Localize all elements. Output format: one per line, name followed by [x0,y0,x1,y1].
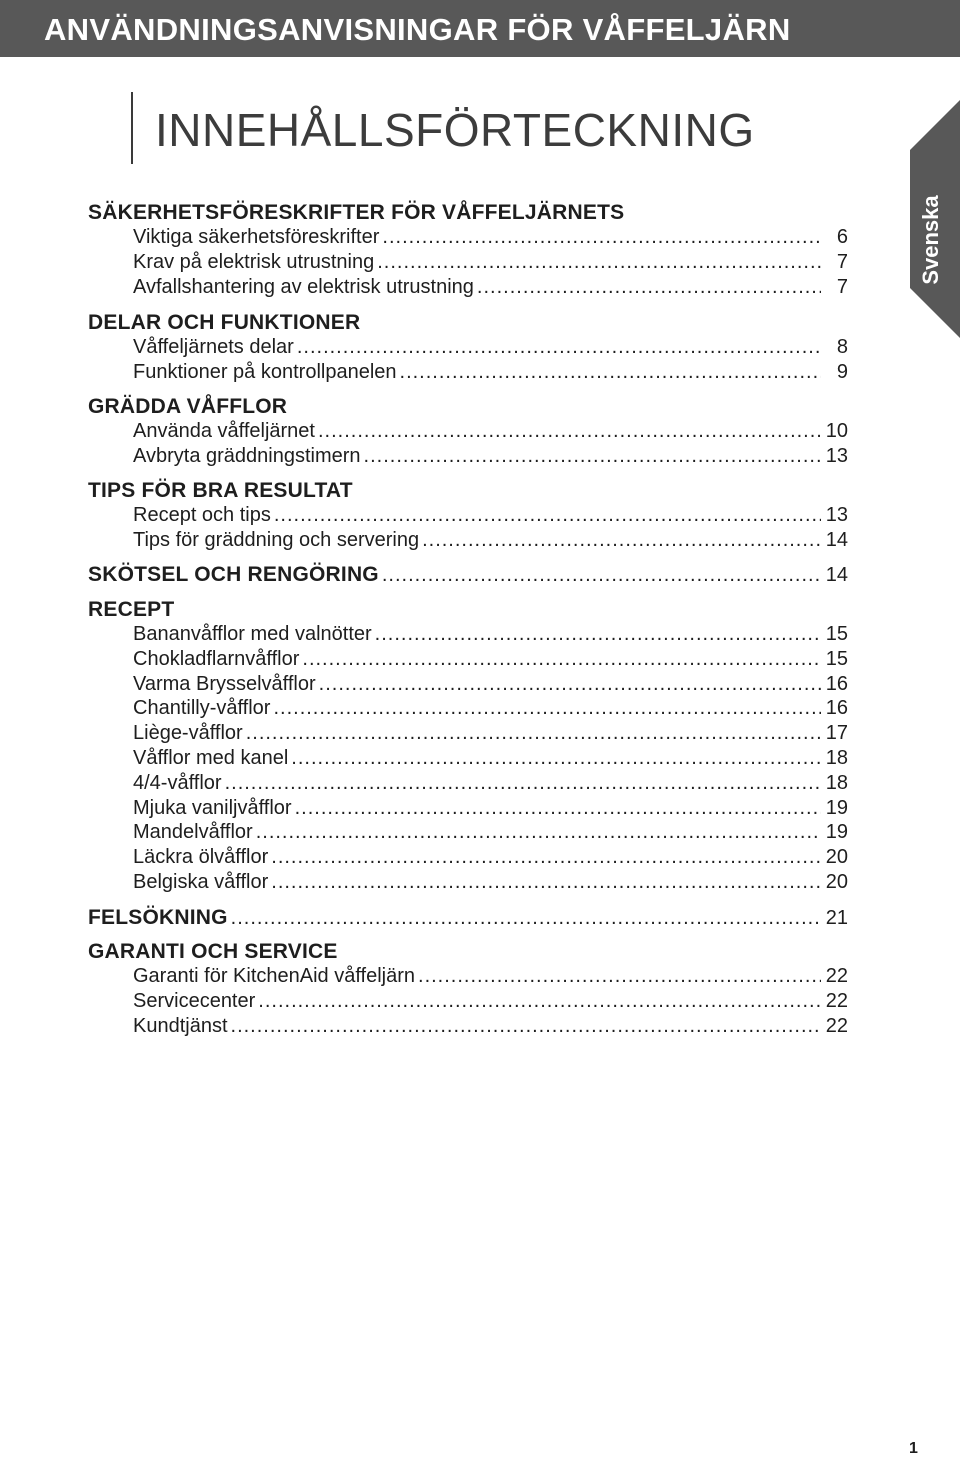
toc-page-number: 20 [825,871,848,893]
dot-leader [477,276,821,299]
toc-entry-label: Varma Brysselvåfflor [133,672,316,695]
toc-section[interactable] [88,598,848,622]
dot-leader [271,846,821,869]
toc-entry-label: Avfallshantering av elektrisk utrustning [133,275,474,298]
dot-leader [400,361,821,384]
toc-entry[interactable] [133,361,848,384]
toc-entry[interactable] [133,871,848,894]
top-banner [0,0,960,57]
toc-page-number: 14 [825,528,848,551]
toc-entry[interactable] [133,965,848,988]
toc-entry[interactable] [133,529,848,552]
dot-leader [382,564,821,587]
dot-leader [377,251,821,274]
toc-page-number: 7 [836,250,848,273]
toc-section[interactable] [88,940,848,964]
dot-leader [231,1015,821,1038]
toc-entry-label: Mandelvåfflor [133,821,253,844]
toc-section[interactable] [88,395,848,419]
toc-section[interactable] [88,479,848,503]
toc-page-number: 14 [825,564,848,586]
toc-entry-label: Bananvåfflor med valnötter [133,623,372,645]
toc-entry[interactable] [133,797,848,820]
toc-entry[interactable] [133,747,848,770]
dot-leader [256,821,821,844]
toc-page-number: 13 [825,504,848,526]
toc-entry-label: Belgiska våfflor [133,871,269,893]
toc-section-title: SÄKERHETSFÖRESKRIFTER FÖR VÅFFELJÄRNETS [88,201,625,224]
toc-page-number: 22 [825,1014,848,1037]
toc-section-title: RECEPT [88,598,175,621]
toc-page-number: 16 [825,672,848,695]
toc-page-number: 6 [836,226,848,248]
toc-page-number: 18 [825,747,848,769]
toc-entry-label: Liège-våfflor [133,722,243,745]
toc-entry-label: Tips för gräddning och servering [133,528,420,551]
dot-leader [225,772,821,795]
toc-entry[interactable] [133,821,848,844]
dot-leader [319,673,821,696]
toc-entry-label: Recept och tips [133,504,271,526]
toc-entry[interactable] [133,697,848,720]
dot-leader [231,907,821,930]
dot-leader [295,797,821,820]
dot-leader [375,623,821,646]
dot-leader [422,529,821,552]
toc-entry[interactable] [133,648,848,671]
language-tab [910,100,960,338]
page-number: 1 [909,1440,918,1457]
dot-leader [258,990,821,1013]
toc-entry-label: Avbryta gräddningstimern [133,444,361,467]
toc-page-number: 19 [825,796,848,819]
toc-entry[interactable] [133,251,848,274]
dot-leader [418,965,821,988]
dot-leader [297,336,821,359]
toc-section-title: DELAR OCH FUNKTIONER [88,311,361,334]
toc-entry[interactable] [133,336,848,359]
language-tab-label: Svenska [918,195,943,285]
toc-entry-label: 4/4-våfflor [133,771,222,794]
toc-entry-label: Läckra ölvåfflor [133,846,269,869]
toc-page-number: 7 [836,275,848,298]
toc-page-number: 8 [836,336,848,358]
toc-entry-label: Servicecenter [133,989,256,1012]
toc-page-number: 21 [825,907,848,929]
toc-entry-label: Garanti för KitchenAid våffeljärn [133,965,416,987]
dot-leader [291,747,821,770]
toc-page-number: 15 [825,647,848,670]
toc-entry[interactable] [133,673,848,696]
toc-entry-label: Funktioner på kontrollpanelen [133,360,397,383]
toc-section-title: TIPS FÖR BRA RESULTAT [88,479,353,502]
toc-page-number: 9 [836,360,848,383]
dot-leader [318,420,821,443]
toc-section[interactable] [88,311,848,335]
toc-section-title: GRÄDDA VÅFFLOR [88,395,288,418]
toc-entry-label: Mjuka vaniljvåfflor [133,796,292,819]
toc-entry[interactable] [133,420,848,443]
toc-page-number: 22 [825,965,848,987]
toc-entry-label: Viktiga säkerhetsföreskrifter [133,226,380,248]
toc-page-number: 15 [825,623,848,645]
dot-leader [382,226,821,249]
toc-section[interactable] [88,906,848,930]
toc-entry[interactable] [133,445,848,468]
toc-entry[interactable] [133,276,848,299]
dot-leader [246,722,821,745]
dot-leader [364,445,821,468]
toc-page-number: 16 [825,697,848,720]
toc-entry-label: Chokladflarnvåfflor [133,647,300,670]
toc-entry-label: Våfflor med kanel [133,747,289,769]
toc-page-number: 18 [825,771,848,794]
toc-heading: INNEHÅLLSFÖRTECKNING [155,104,755,156]
dot-leader [273,697,821,720]
toc-entry[interactable] [133,722,848,745]
toc-section[interactable] [88,201,848,225]
toc-section-title: FELSÖKNING [88,906,228,929]
toc-section[interactable] [88,563,848,587]
toc-entry[interactable] [133,504,848,527]
toc-page-number: 20 [825,846,848,869]
dot-leader [274,504,821,527]
toc-page-number: 19 [825,821,848,844]
dot-leader [271,871,821,894]
toc-entry[interactable] [133,623,848,646]
toc-entry-label: Våffeljärnets delar [133,336,294,358]
toc-entry[interactable] [133,226,848,249]
toc-entry[interactable] [133,1015,848,1038]
toc-page-number: 17 [825,722,848,745]
toc-entry[interactable] [133,846,848,869]
toc-section-title: SKÖTSEL OCH RENGÖRING [88,563,379,586]
toc-entry[interactable] [133,772,848,795]
document-title: ANVÄNDNINGSANVISNINGAR FÖR VÅFFELJÄRN [44,12,791,47]
toc-entry-label: Använda våffeljärnet [133,420,315,442]
title-divider [131,92,133,164]
toc-page-number: 22 [825,989,848,1012]
dot-leader [302,648,821,671]
toc-page-number: 10 [825,420,848,442]
toc-entry[interactable] [133,990,848,1013]
toc-entry-label: Chantilly-våfflor [133,697,271,720]
toc-page-number: 13 [825,444,848,467]
toc-section-title: GARANTI OCH SERVICE [88,940,338,963]
toc-entry-label: Krav på elektrisk utrustning [133,250,375,273]
toc-entry-label: Kundtjänst [133,1014,228,1037]
